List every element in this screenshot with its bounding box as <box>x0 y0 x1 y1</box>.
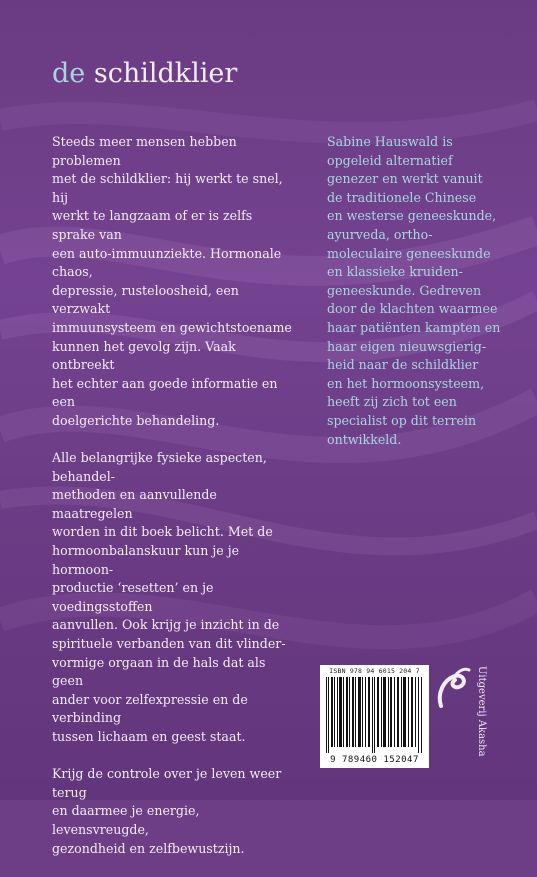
blurb-column <box>52 133 292 877</box>
blurb-paragraph-3: Krijg de controle over je leven weer terug en daarmee je energie, levensvreugde, gezondheid en zelfbewustzijn. <box>52 766 282 856</box>
ean-digits: 9 789460 152047 <box>330 755 419 765</box>
barcode-bars <box>326 677 423 753</box>
title-main: schildklier <box>85 58 238 89</box>
barcode <box>320 665 429 768</box>
publisher-name: Uitgeverij Akasha <box>476 666 487 757</box>
book-title <box>52 58 237 89</box>
akasha-swirl-icon <box>433 666 473 710</box>
blurb-paragraph-1: Steeds meer mensen hebben problemen met de schildklier: hij werkt te snel, hij werkt te langzaam of er is zelfs sprake van een auto-immuunziekte. Hormonale chaos, depressie, rusteloosheid, een verzwakt immuunsysteem en gewichtstoename kunnen het gevolg zijn. Vaak ontbreekt het echter aan goede informatie en een doelgerichte behandeling. <box>52 134 292 428</box>
blurb-paragraph-2: Alle belangrijke fysieke aspecten, behandel- methoden en aanvullende maatregelen worden in dit boek belicht. Met de hormoonbalanskuur kun je je hormoon- productie ‘resetten’ en je voedingsstoffen aanvullen. Ook krijg je inzicht in de spirituele verbanden van dit vlinder- vormige orgaan in de hals dat als geen ander voor zelfexpressie en de verbinding tussen lichaam en geest staat. <box>52 450 286 744</box>
isbn-label: ISBN 978 94 6015 204 7 <box>329 667 420 675</box>
author-bio: Sabine Hauswald is opgeleid alternatief genezer en werkt vanuit de traditionele Chinese en westerse geneeskunde, ayurveda, ortho- moleculaire geneeskunde en klassieke kruiden- geneeskunde. Gedreven door de klachten waarmee haar patiënten kampten en haar eigen nieuwsgierig- heid naar de schildklier en het hormoonsysteem, heeft zij zich tot een specialist op dit terrein ontwikkeld. <box>327 134 501 447</box>
title-prefix: de <box>52 58 86 89</box>
